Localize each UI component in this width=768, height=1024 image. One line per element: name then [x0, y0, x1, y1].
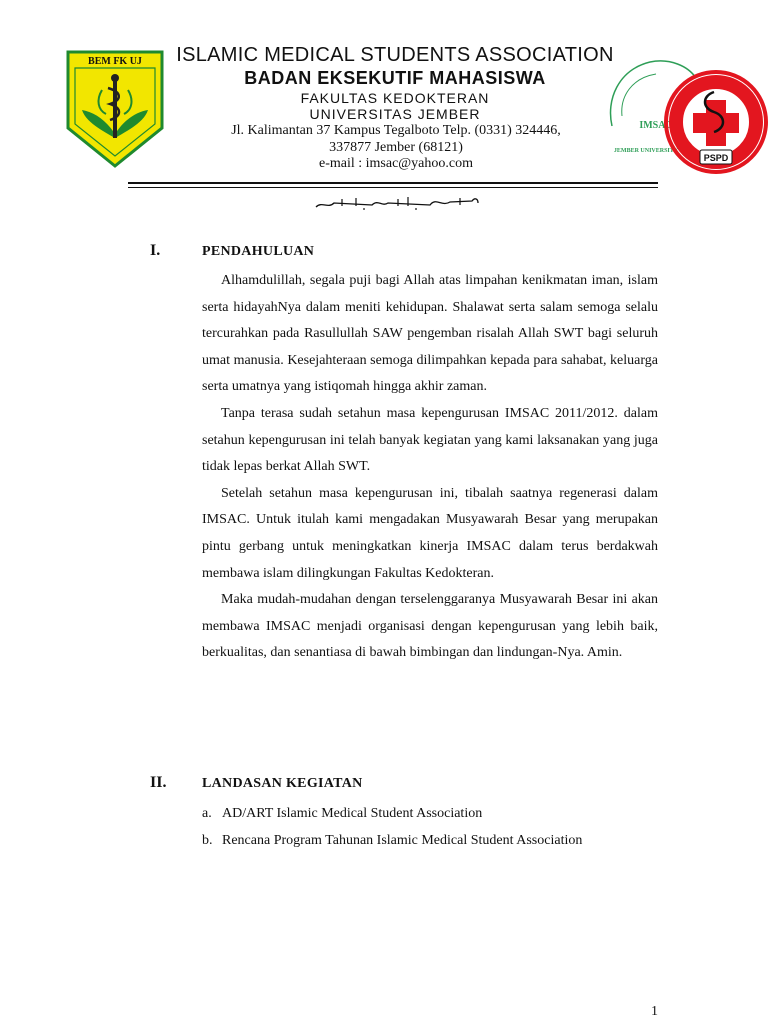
section-number-1: I.: [150, 242, 161, 259]
list-marker: b.: [202, 832, 213, 848]
list-item-text: Rencana Program Tahunan Islamic Medical Student Association: [222, 832, 583, 848]
list-item-text: AD/ART Islamic Medical Student Association: [222, 806, 483, 821]
address-line-2: 337877 Jember (68121): [329, 140, 463, 155]
faculty-name: FAKULTAS KEDOKTERAN: [300, 90, 490, 106]
list-marker: a.: [202, 806, 212, 821]
pspd-logo-badge: PSPD: [703, 153, 729, 163]
paragraph: Alhamdulillah, segala puji bagi Allah atas limpahan kenikmatan iman, islam serta hidayahNya dalam meniti kehidupan. Shalawat serta salam semoga selalu tercurahkan pada Rasullullah SAW pengemban risalah Allah SWT bagi seluruh umat manusia. Kesejahteraan semoga dilimpahkan kepada para sahabat, keluarga serta umatnya yang istiqomah hingga akhir zaman.: [202, 273, 658, 395]
section-title-pendahuluan: PENDAHULUAN: [202, 244, 315, 259]
body-name: BADAN EKSEKUTIF MAHASISWA: [244, 68, 546, 88]
list-item: [202, 828, 658, 855]
list-item: [202, 801, 658, 828]
org-name: ISLAMIC MEDICAL STUDENTS ASSOCIATION: [176, 44, 614, 66]
header-divider-thick: [128, 182, 658, 184]
address-line-1: Jl. Kalimantan 37 Kampus Tegalboto Telp. (0331) 324446,: [231, 123, 561, 138]
university-name: UNIVERSITAS JEMBER: [309, 106, 481, 122]
pspd-logo: [652, 54, 768, 192]
page-number: 1: [651, 1004, 658, 1019]
landasan-list: [202, 801, 658, 854]
imsac-logo-label: IMSAC: [639, 120, 673, 131]
paragraph: Maka mudah-mudahan dengan terselenggaranya Musyawarah Besar ini akan membawa IMSAC menjadi organisasi dengan kepengurusan yang lebih baik, berkualitas, dan senantiasa di bawah bimbingan dan lindungan-Nya. Amin.: [202, 592, 658, 661]
basmalah-calligraphy: [312, 193, 482, 213]
section-title-landasan-kegiatan: LANDASAN KEGIATAN: [202, 776, 363, 791]
section-number-2: II.: [150, 774, 167, 791]
paragraph: Setelah setahun masa kepengurusan ini, tibalah saatnya regenerasi dalam IMSAC. Untuk itulah kami mengadakan Musyawarah Besar yang merupakan pintu gerbang untuk meningkatkan kinerja IMSAC dalam terus berdakwah membawa islam dilingkungan Fakultas Kedokteran.: [202, 485, 658, 581]
imsac-logo-bottom-text: JEMBER UNIVERSITY: [613, 148, 679, 154]
section-1-body: [202, 268, 658, 667]
header-divider-thin: [128, 187, 658, 188]
paragraph: Tanpa terasa sudah setahun masa kepengurusan IMSAC 2011/2012. dalam setahun kepengurusan ini telah banyak kegiatan yang kami laksanakan yang juga tidak lepas berkat Allah SWT.: [202, 405, 658, 475]
email-line: e-mail : imsac@yahoo.com: [318, 156, 473, 171]
bem-logo-label: BEM FK UJ: [88, 56, 142, 67]
